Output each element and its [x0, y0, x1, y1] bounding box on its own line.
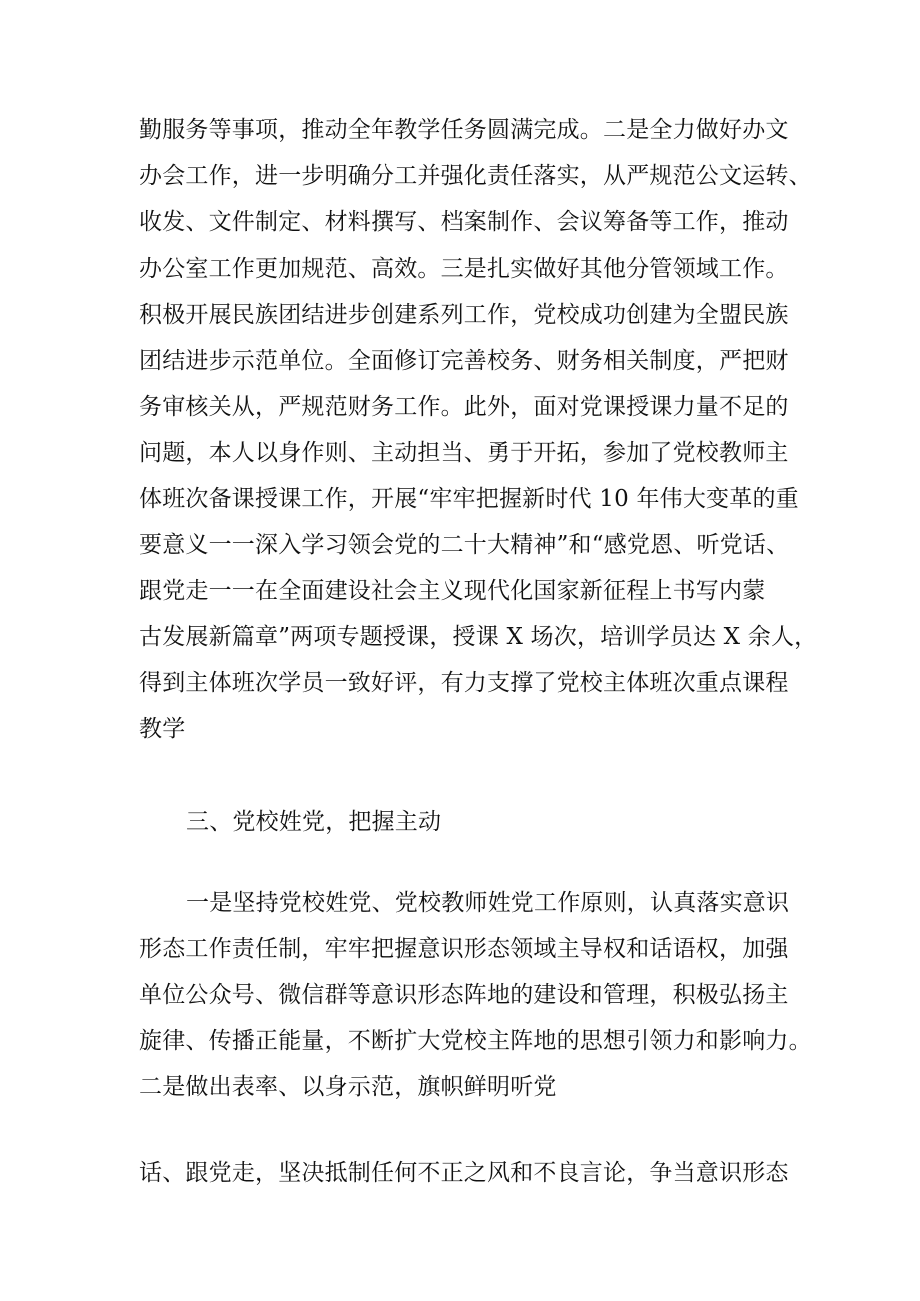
paragraph-line: 办公室工作更加规范、高效。三是扎实做好其他分管领域工作。	[139, 256, 789, 282]
paragraph-line: 团结进步示范单位。全面修订完善校务、财务相关制度，严把财	[139, 348, 789, 374]
paragraph-line: 形态工作责任制，牢牢把握意识形态领域主导权和话语权，加强	[139, 936, 789, 962]
paragraph-line: 古发展新篇章”两项专题授课，授课 X 场次，培训学员达 X 余人，	[139, 624, 818, 650]
paragraph-line: 务审核关从，严规范财务工作。此外，面对党课授课力量不足的	[139, 394, 789, 420]
paragraph-line: 体班次备课授课工作，开展“牢牢把握新时代 10 年伟大变革的重	[139, 486, 799, 512]
paragraph-line: 旋律、传播正能量，不断扩大党校主阵地的思想引领力和影响力。	[139, 1028, 812, 1054]
paragraph-line: 收发、文件制定、材料撰写、档案制作、会议筹备等工作，推动	[139, 209, 789, 235]
paragraph-line: 单位公众号、微信群等意识形态阵地的建设和管理，积极弘扬主	[139, 982, 789, 1008]
paragraph-line: 跟党走一一在全面建设社会主义现代化国家新征程上书写内蒙	[139, 578, 766, 604]
paragraph-line: 二是做出表率、以身示范，旗帜鲜明听党	[139, 1074, 557, 1100]
paragraph-line: 积极开展民族团结进步创建系列工作，党校成功创建为全盟民族	[139, 302, 789, 328]
paragraph-line: 一是坚持党校姓党、党校教师姓党工作原则，认真落实意识	[186, 890, 790, 916]
paragraph-line: 问题，本人以身作则、主动担当、勇于开拓，参加了党校教师主	[139, 440, 789, 466]
paragraph-line: 勤服务等事项，推动全年教学任务圆满完成。二是全力做好办文	[139, 117, 789, 143]
section-heading: 三、党校姓党，把握主动	[186, 809, 442, 835]
paragraph-line: 要意义一一深入学习领会党的二十大精神”和“感党恩、听党话、	[139, 532, 790, 558]
paragraph-line: 话、跟党走，坚决抵制任何不正之风和不良言论，争当意识形态	[139, 1160, 789, 1186]
paragraph-line: 办会工作，进一步明确分工并强化责任落实，从严规范公文运转、	[139, 163, 812, 189]
paragraph-line: 教学	[139, 716, 186, 742]
paragraph-line: 得到主体班次学员一致好评，有力支撑了党校主体班次重点课程	[139, 670, 789, 696]
